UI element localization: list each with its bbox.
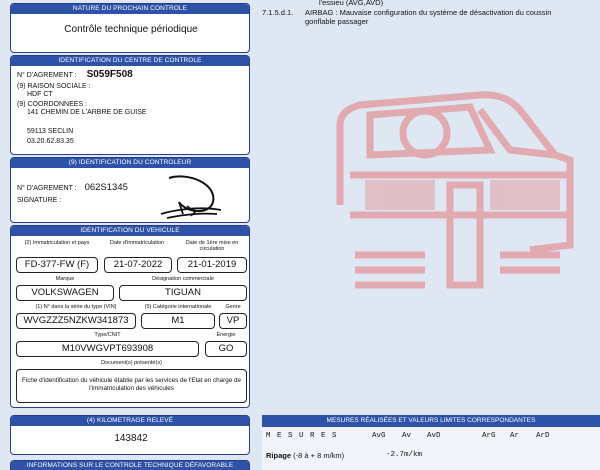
mesures-col-avg: AvG	[372, 432, 386, 440]
mesures-col-av: Av	[402, 432, 412, 440]
mesures-body	[262, 427, 600, 470]
controleur-agrement-label: N° D'AGREMENT :	[17, 185, 77, 192]
centre-agrement-value: S059F508	[86, 69, 133, 80]
designation-label: Désignation commerciale	[152, 276, 214, 282]
section-header: IDENTIFICATION DU CENTRE DE CONTROLE	[11, 56, 249, 66]
energie-value: GO	[205, 341, 247, 357]
phone: 03.20.62.83.35	[27, 138, 74, 145]
vin-label: (1) N° dans la série du type (VIN)	[35, 304, 117, 310]
address-line1: 141 CHEMIN DE L'ARBRE DE GUISE	[27, 109, 147, 116]
date-1ere-value: 21-01-2019	[177, 257, 247, 273]
section-informations	[10, 460, 250, 470]
energie-label: Energie	[216, 332, 236, 338]
ripage-label: Ripage	[266, 451, 292, 460]
controleur-agrement-row	[17, 182, 128, 193]
genre-label: Genre	[225, 304, 241, 310]
type-label: Type/CNIT	[94, 332, 121, 338]
section-vehicule	[10, 225, 250, 408]
mesures-col-ar: Ar	[510, 432, 520, 440]
centre-agrement-label: N° D'AGREMENT :	[17, 72, 77, 79]
mesures-col-avd: AvD	[427, 432, 441, 440]
section-header: NATURE DU PROCHAIN CONTROLE	[11, 4, 249, 14]
prochain-controle-value: Contrôle technique périodique	[64, 24, 198, 35]
mesures-title: M E S U R E S	[266, 432, 338, 440]
immat-value: FD-377-FW (F)	[16, 257, 98, 273]
section-controleur	[10, 157, 250, 223]
section-header: (9) IDENTIFICATION DU CONTROLEUR	[11, 158, 249, 168]
docs-label: Document(s) présenté(s)	[101, 360, 162, 366]
defect-line2-text: gonflable passager	[305, 17, 369, 26]
categorie-label: (5) Catégorie internationale	[144, 304, 212, 310]
categorie-value: M1	[141, 313, 215, 329]
defect-line1-code: 7.1.5.d.1.	[262, 8, 294, 17]
section-header: (4) KILOMETRAGE RELEVÉ	[11, 416, 249, 426]
designation-value: TIGUAN	[119, 285, 247, 301]
defect-line0: l'essieu (AVG,AVD)	[319, 0, 384, 7]
address-line2: 59113 SECLIN	[27, 128, 74, 135]
mesures-col-arg: ArG	[482, 432, 496, 440]
left-column	[0, 0, 262, 470]
section-centre	[10, 55, 250, 155]
genre-value: VP	[219, 313, 247, 329]
immat-label: (2) Immatriculation et pays	[24, 240, 90, 246]
ripage-range: (-8 à + 8 m/km)	[293, 451, 345, 460]
vin-value: WVGZZZ5NZKW341873	[16, 313, 136, 329]
raison-sociale-value: HDF CT	[27, 91, 53, 98]
centre-agrement-row	[17, 69, 133, 80]
section-header: IDENTIFICATION DU VEHICULE	[11, 226, 249, 236]
date-immat-label: Date d'immatriculation	[109, 240, 165, 246]
section-prochain-controle	[10, 3, 250, 53]
date-1ere-label: Date de 1ère mise en circulation	[185, 240, 239, 252]
controleur-agrement-value: 062S1345	[84, 182, 128, 193]
right-column	[262, 0, 600, 470]
date-immat-value: 21-07-2022	[104, 257, 172, 273]
car-watermark-icon	[330, 55, 580, 300]
kilometrage-value: 143842	[114, 433, 148, 444]
marque-label: Marque	[55, 276, 75, 282]
signature-label: SIGNATURE :	[17, 197, 62, 204]
docs-value: Fiche d'identification du véhicule établie par les services de l'Etat en charge de l'immatriculation des véhicules	[16, 369, 247, 403]
ripage-row	[266, 451, 344, 460]
marque-value: VOLKSWAGEN	[16, 285, 114, 301]
signature-image	[139, 172, 229, 220]
section-header: INFORMATIONS SUR LE CONTROLE TECHNIQUE DÉFAVORABLE	[11, 461, 249, 470]
defect-line1-text: AIRBAG : Mauvaise configuration du système de désactivation du coussin	[305, 8, 552, 17]
ripage-value: -2.7m/km	[386, 451, 423, 459]
section-kilometrage	[10, 415, 250, 455]
mesures-col-ard: ArD	[536, 432, 550, 440]
mesures-header: MESURES RÉALISÉES ET VALEURS LIMITES CORRESPONDANTES	[262, 415, 600, 427]
type-value: M10VWGVPT693908	[16, 341, 199, 357]
coordonnees-label: (9) COORDONNEES :	[17, 101, 88, 108]
raison-sociale-label: (9) RAISON SOCIALE :	[17, 83, 91, 90]
